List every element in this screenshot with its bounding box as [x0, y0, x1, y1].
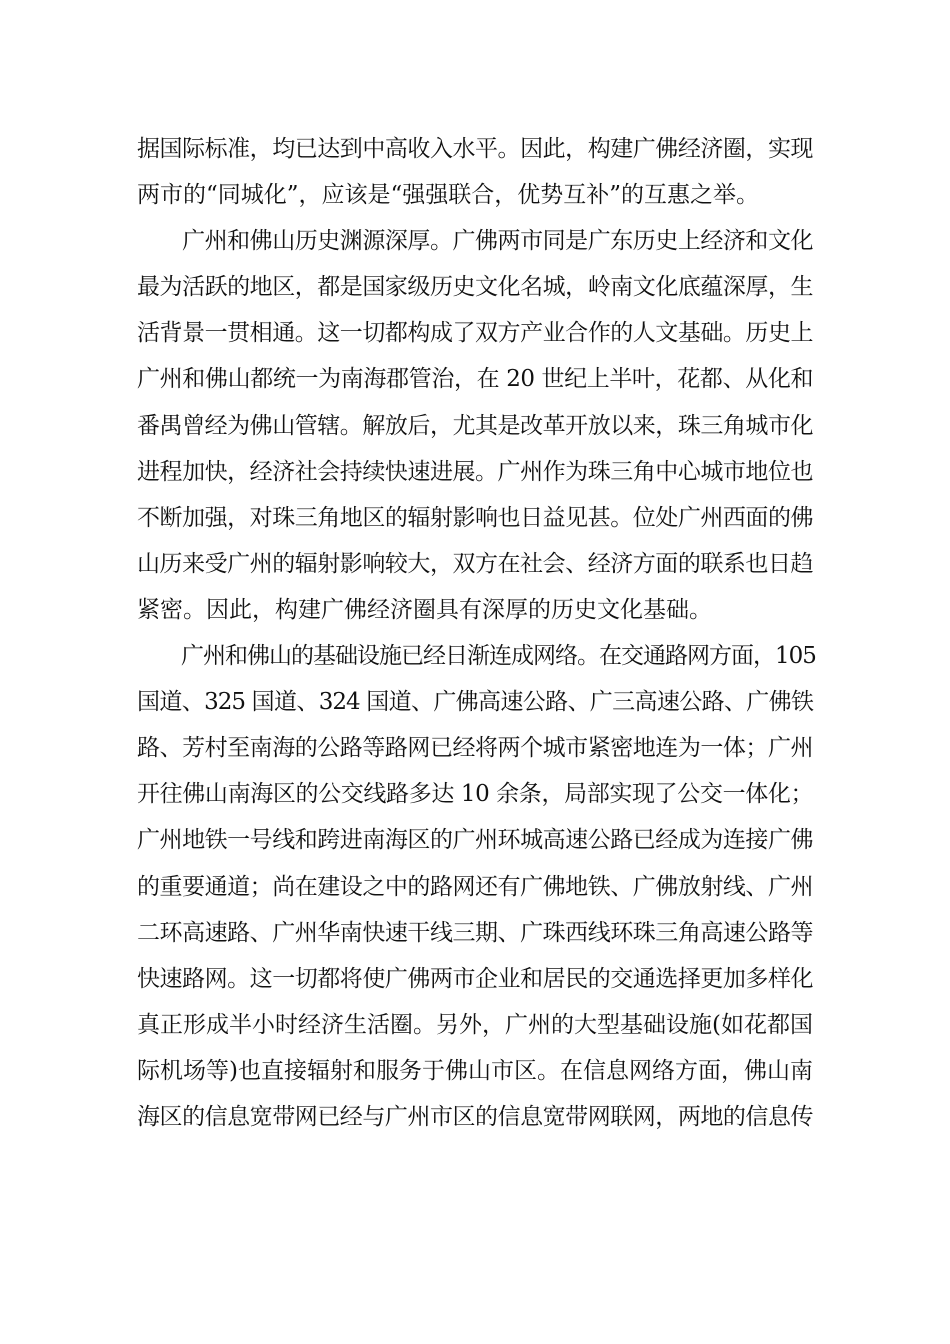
- text-line: 海区的信息宽带网已经与广州市区的信息宽带网联网，两地的信息传: [137, 1103, 813, 1130]
- text-line: 两市的“同城化”，应该是“强强联合，优势互补”的互惠之举。: [137, 182, 760, 209]
- text-line: 路、芳村至南海的公路等路网已经将两个城市紧密地连为一体；广州: [137, 735, 813, 762]
- text-line: 广州地铁一号线和跨进南海区的广州环城高速公路已经成为连接广佛: [137, 827, 813, 854]
- text-line: 进程加快，经济社会持续快速进展。广州作为珠三角中心城市地位也: [137, 458, 813, 485]
- text-line: 际机场等)也直接辐射和服务于佛山市区。在信息网络方面，佛山南: [137, 1057, 813, 1084]
- text-line: 活背景一贯相通。这一切都构成了双方产业合作的人文基础。历史上: [137, 320, 813, 347]
- text-line: 开往佛山南海区的公交线路多达 10 余条，局部实现了公交一体化；: [137, 781, 813, 808]
- text-line: 广州和佛山历史渊源深厚。广佛两市同是广东历史上经济和文化: [137, 228, 813, 255]
- paragraph-2: [137, 218, 813, 633]
- text-line: 广州和佛山的基础设施已经日渐连成网络。在交通路网方面，105: [137, 643, 816, 670]
- text-line: 真正形成半小时经济生活圈。另外，广州的大型基础设施(如花都国: [137, 1011, 813, 1038]
- text-line: 山历来受广州的辐射影响较大，双方在社会、经济方面的联系也日趋: [137, 550, 813, 577]
- text-line: 国道、325 国道、324 国道、广佛高速公路、广三高速公路、广佛铁: [137, 689, 813, 716]
- text-line: 的重要通道；尚在建设之中的路网还有广佛地铁、广佛放射线、广州: [137, 873, 813, 900]
- text-line: 不断加强，对珠三角地区的辐射影响也日益见甚。位处广州西面的佛: [137, 504, 813, 531]
- text-line: 紧密。因此，构建广佛经济圈具有深厚的历史文化基础。: [137, 596, 712, 623]
- text-line: 番禺曾经为佛山管辖。解放后，尤其是改革开放以来，珠三角城市化: [137, 412, 813, 439]
- text-line: 快速路网。这一切都将使广佛两市企业和居民的交通选择更加多样化: [137, 965, 813, 992]
- text-line: 广州和佛山都统一为南海郡管治，在 20 世纪上半叶，花都、从化和: [137, 366, 813, 393]
- paragraph-3: [137, 633, 816, 1140]
- text-line: 据国际标准，均已达到中高收入水平。因此，构建广佛经济圈，实现: [137, 136, 813, 162]
- document-body: [137, 126, 816, 1140]
- text-line: 最为活跃的地区，都是国家级历史文化名城，岭南文化底蕴深厚，生: [137, 274, 813, 301]
- text-line: 二环高速路、广州华南快速干线三期、广珠西线环珠三角高速公路等: [137, 919, 813, 946]
- paragraph-1: [137, 126, 813, 218]
